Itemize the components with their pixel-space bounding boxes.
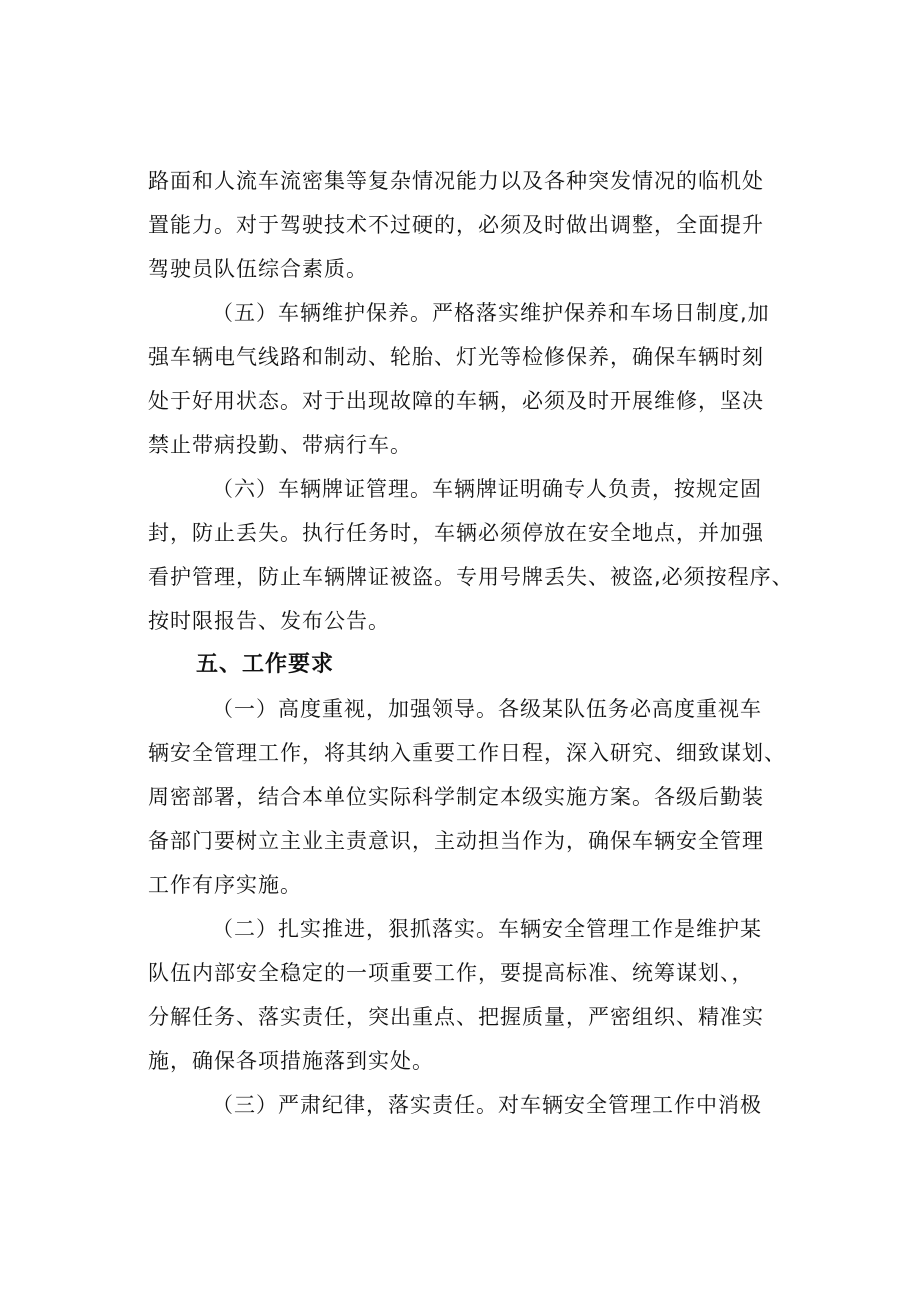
paragraph-start-line: （三）严肃纪律，落实责任。对车辆安全管理工作中消极	[212, 1093, 762, 1117]
body-line: 分解任务、落实责任，突出重点、把握质量，严密组织、精准实	[148, 1005, 764, 1029]
paragraph-start-line: （二）扎实推进，狠抓落实。车辆安全管理工作是维护某	[212, 917, 762, 941]
body-line: 强车辆电气线路和制动、轮胎、灯光等检修保养，确保车辆时刻	[148, 345, 764, 369]
body-line: 按时限报告、发布公告。	[148, 609, 390, 633]
body-line: 路面和人流车流密集等复杂情况能力以及各种突发情况的临机处	[148, 169, 764, 193]
body-line: 置能力。对于驾驶技术不过硬的，必须及时做出调整，全面提升	[148, 213, 764, 237]
body-line: 辆安全管理工作，将其纳入重要工作日程，深入研究、细致谋划、	[148, 741, 786, 765]
body-line: 禁止带病投勤、带病行车。	[148, 433, 412, 457]
paragraph-start-line: （一）高度重视，加强领导。各级某队伍务必高度重视车	[212, 697, 762, 721]
body-line: 工作有序实施。	[148, 873, 302, 897]
body-line: 封，防止丢失。执行任务时，车辆必须停放在安全地点，并加强	[148, 521, 764, 545]
paragraph-start-line: （六）车辆牌证管理。车辆牌证明确专人负责，按规定固	[212, 477, 762, 501]
body-line: 处于好用状态。对于出现故障的车辆，必须及时开展维修，坚决	[148, 389, 764, 413]
document-body	[148, 159, 798, 1127]
body-line: 驾驶员队伍综合素质。	[148, 257, 368, 281]
body-line: 队伍内部安全稳定的一项重要工作，要提高标准、统筹谋划、，	[148, 961, 754, 985]
body-line: 周密部署，结合本单位实际科学制定本级实施方案。各级后勤装	[148, 785, 764, 809]
paragraph-start-line: （五）车辆维护保养。严格落实维护保养和车场日制度,加	[212, 301, 770, 325]
body-line: 备部门要树立主业主责意识，主动担当作为，确保车辆安全管理	[148, 829, 764, 853]
body-line: 施，确保各项措施落到实处。	[148, 1049, 434, 1073]
section-heading: 五、工作要求	[196, 652, 335, 677]
body-line: 看护管理，防止车辆牌证被盗。专用号牌丢失、被盗,必须按程序、	[148, 565, 794, 589]
